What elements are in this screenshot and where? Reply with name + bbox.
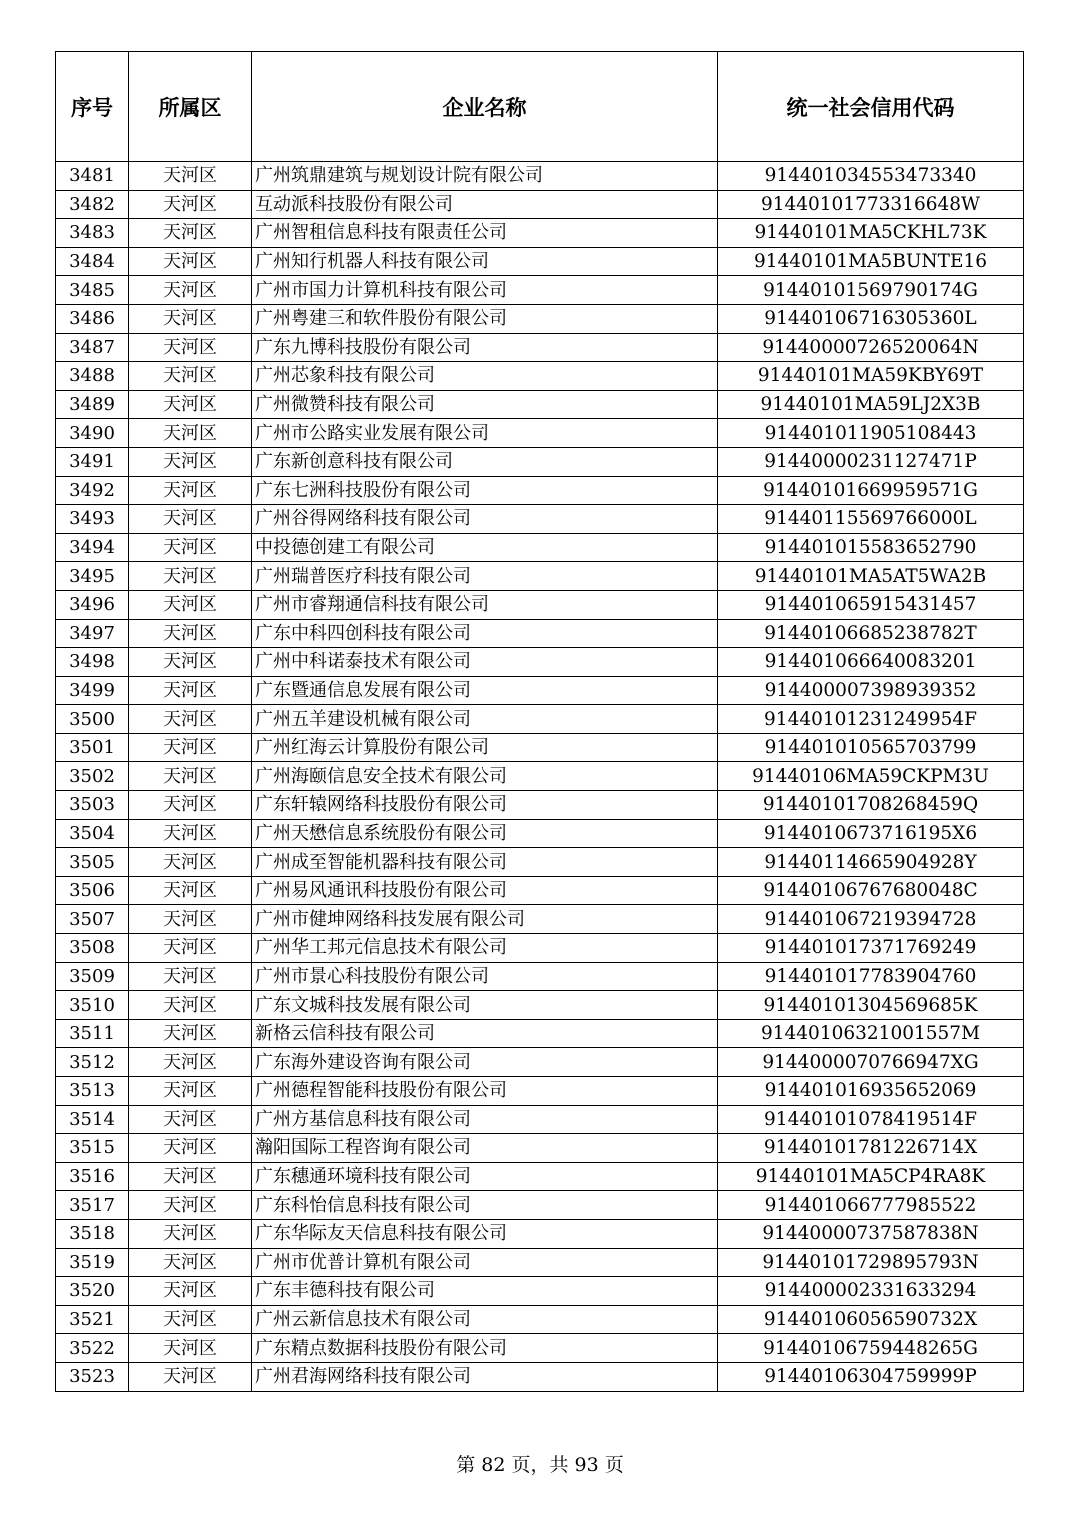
cell-credit-code: 91440115569766000L [718,505,1024,534]
table-row [56,905,1024,934]
table-row [56,676,1024,705]
table-row [56,1048,1024,1077]
cell-seq: 3484 [56,247,129,276]
cell-credit-code: 914401010565703799 [718,733,1024,762]
cell-seq: 3510 [56,991,129,1020]
cell-company-name: 互动派科技股份有限公司 [252,190,718,219]
cell-credit-code: 91440101669959571G [718,476,1024,505]
table-row [56,1105,1024,1134]
cell-district: 天河区 [129,934,252,963]
cell-district: 天河区 [129,619,252,648]
cell-credit-code: 914401067219394728 [718,905,1024,934]
cell-company-name: 广东九博科技股份有限公司 [252,333,718,362]
cell-seq: 3518 [56,1219,129,1248]
cell-district: 天河区 [129,590,252,619]
cell-credit-code: 914401034553473340 [718,162,1024,191]
cell-district: 天河区 [129,733,252,762]
company-list-table [55,51,1024,1392]
cell-credit-code: 91440000231127471P [718,447,1024,476]
cell-credit-code: 91440106056590732X [718,1305,1024,1334]
table-row [56,934,1024,963]
cell-district: 天河区 [129,705,252,734]
cell-company-name: 广东新创意科技有限公司 [252,447,718,476]
header-row [56,52,1024,162]
cell-credit-code: 914401065915431457 [718,590,1024,619]
cell-seq: 3489 [56,390,129,419]
cell-company-name: 广东中科四创科技有限公司 [252,619,718,648]
cell-district: 天河区 [129,1277,252,1306]
table-row [56,791,1024,820]
table-row [56,962,1024,991]
cell-seq: 3495 [56,562,129,591]
table-row [56,1077,1024,1106]
table-row [56,219,1024,248]
cell-district: 天河区 [129,962,252,991]
cell-credit-code: 91440101MA59KBY69T [718,362,1024,391]
cell-company-name: 广州海颐信息安全技术有限公司 [252,762,718,791]
cell-district: 天河区 [129,1162,252,1191]
cell-district: 天河区 [129,505,252,534]
cell-credit-code: 914400007398939352 [718,676,1024,705]
cell-seq: 3485 [56,276,129,305]
cell-seq: 3490 [56,419,129,448]
cell-seq: 3483 [56,219,129,248]
table-row [56,590,1024,619]
cell-district: 天河区 [129,276,252,305]
cell-seq: 3513 [56,1077,129,1106]
cell-credit-code: 914401011905108443 [718,419,1024,448]
cell-district: 天河区 [129,1019,252,1048]
cell-credit-code: 9144000070766947XG [718,1048,1024,1077]
table-row [56,1019,1024,1048]
table-row [56,1248,1024,1277]
cell-credit-code: 91440101231249954F [718,705,1024,734]
cell-company-name: 广东华际友天信息科技有限公司 [252,1219,718,1248]
cell-company-name: 广州谷得网络科技有限公司 [252,505,718,534]
header-district: 所属区 [129,52,252,162]
cell-seq: 3507 [56,905,129,934]
cell-seq: 3505 [56,848,129,877]
cell-company-name: 广州成至智能机器科技有限公司 [252,848,718,877]
cell-company-name: 广州华工邦元信息技术有限公司 [252,934,718,963]
table-row [56,419,1024,448]
cell-seq: 3499 [56,676,129,705]
table-row [56,762,1024,791]
cell-credit-code: 91440106685238782T [718,619,1024,648]
cell-seq: 3511 [56,1019,129,1048]
cell-district: 天河区 [129,991,252,1020]
cell-company-name: 广东文城科技发展有限公司 [252,991,718,1020]
table-row [56,447,1024,476]
cell-district: 天河区 [129,905,252,934]
cell-credit-code: 91440106759448265G [718,1334,1024,1363]
cell-district: 天河区 [129,676,252,705]
table-row [56,1362,1024,1391]
table-row [56,1134,1024,1163]
table-row [56,648,1024,677]
cell-district: 天河区 [129,1248,252,1277]
page-number: 第 82 页，共 93 页 [456,1454,624,1476]
cell-company-name: 广州知行机器人科技有限公司 [252,247,718,276]
cell-seq: 3493 [56,505,129,534]
table-row [56,876,1024,905]
cell-seq: 3482 [56,190,129,219]
cell-credit-code: 91440101304569685K [718,991,1024,1020]
cell-credit-code: 91440000726520064N [718,333,1024,362]
table-row [56,276,1024,305]
cell-seq: 3517 [56,1191,129,1220]
cell-seq: 3481 [56,162,129,191]
cell-company-name: 广州芯象科技有限公司 [252,362,718,391]
cell-company-name: 广东精点数据科技股份有限公司 [252,1334,718,1363]
cell-seq: 3522 [56,1334,129,1363]
cell-credit-code: 91440114665904928Y [718,848,1024,877]
table-row [56,190,1024,219]
cell-district: 天河区 [129,390,252,419]
cell-district: 天河区 [129,1134,252,1163]
table-row [56,1219,1024,1248]
cell-district: 天河区 [129,1105,252,1134]
company-list-table-wrap [55,51,1023,1392]
table-row [56,991,1024,1020]
cell-district: 天河区 [129,419,252,448]
table-row [56,1305,1024,1334]
cell-company-name: 新格云信科技有限公司 [252,1019,718,1048]
table-row [56,1162,1024,1191]
header-company: 企业名称 [252,52,718,162]
cell-district: 天河区 [129,648,252,677]
cell-district: 天河区 [129,791,252,820]
table-body [56,162,1024,1392]
cell-credit-code: 91440106767680048C [718,876,1024,905]
cell-company-name: 广州市景心科技股份有限公司 [252,962,718,991]
table-row [56,1191,1024,1220]
cell-credit-code: 914401015583652790 [718,533,1024,562]
cell-credit-code: 91440106716305360L [718,304,1024,333]
cell-seq: 3502 [56,762,129,791]
cell-district: 天河区 [129,533,252,562]
cell-company-name: 广东穗通环境科技有限公司 [252,1162,718,1191]
cell-credit-code: 91440101MA5CP4RA8K [718,1162,1024,1191]
cell-seq: 3512 [56,1048,129,1077]
table-row [56,162,1024,191]
cell-district: 天河区 [129,247,252,276]
cell-seq: 3488 [56,362,129,391]
cell-seq: 3516 [56,1162,129,1191]
cell-company-name: 广东科怡信息科技有限公司 [252,1191,718,1220]
cell-credit-code: 91440101773316648W [718,190,1024,219]
cell-district: 天河区 [129,1362,252,1391]
table-row [56,476,1024,505]
cell-credit-code: 914401017371769249 [718,934,1024,963]
cell-company-name: 广州市公路实业发展有限公司 [252,419,718,448]
cell-district: 天河区 [129,362,252,391]
table-row [56,819,1024,848]
table-row [56,505,1024,534]
cell-credit-code: 91440000737587838N [718,1219,1024,1248]
table-row [56,619,1024,648]
cell-credit-code: 914401017783904760 [718,962,1024,991]
cell-district: 天河区 [129,304,252,333]
cell-district: 天河区 [129,762,252,791]
cell-district: 天河区 [129,876,252,905]
cell-company-name: 广州云新信息技术有限公司 [252,1305,718,1334]
cell-credit-code: 91440106MA59CKPM3U [718,762,1024,791]
cell-seq: 3520 [56,1277,129,1306]
table-row [56,362,1024,391]
cell-company-name: 广东丰德科技有限公司 [252,1277,718,1306]
table-row [56,533,1024,562]
cell-seq: 3521 [56,1305,129,1334]
cell-seq: 3523 [56,1362,129,1391]
cell-company-name: 广州红海云计算股份有限公司 [252,733,718,762]
cell-district: 天河区 [129,848,252,877]
cell-credit-code: 914400002331633294 [718,1277,1024,1306]
cell-company-name: 广州瑞普医疗科技有限公司 [252,562,718,591]
table-row [56,304,1024,333]
cell-company-name: 瀚阳国际工程咨询有限公司 [252,1134,718,1163]
table-row [56,848,1024,877]
cell-district: 天河区 [129,219,252,248]
cell-credit-code: 91440101MA59LJ2X3B [718,390,1024,419]
cell-company-name: 广东暨通信息发展有限公司 [252,676,718,705]
cell-credit-code: 91440106304759999P [718,1362,1024,1391]
cell-district: 天河区 [129,190,252,219]
cell-district: 天河区 [129,447,252,476]
cell-district: 天河区 [129,562,252,591]
cell-district: 天河区 [129,162,252,191]
cell-seq: 3500 [56,705,129,734]
table-row [56,1277,1024,1306]
cell-company-name: 广东轩辕网络科技股份有限公司 [252,791,718,820]
cell-company-name: 广州筑鼎建筑与规划设计院有限公司 [252,162,718,191]
cell-company-name: 广州市健坤网络科技发展有限公司 [252,905,718,934]
header-seq: 序号 [56,52,129,162]
cell-company-name: 广州易风通讯科技股份有限公司 [252,876,718,905]
table-row [56,562,1024,591]
cell-district: 天河区 [129,1305,252,1334]
cell-seq: 3519 [56,1248,129,1277]
cell-company-name: 广州粤建三和软件股份有限公司 [252,304,718,333]
cell-seq: 3503 [56,791,129,820]
cell-seq: 3498 [56,648,129,677]
cell-company-name: 广州天懋信息系统股份有限公司 [252,819,718,848]
cell-company-name: 广州中科诺泰技术有限公司 [252,648,718,677]
table-row [56,247,1024,276]
cell-company-name: 广州市优普计算机有限公司 [252,1248,718,1277]
cell-seq: 3501 [56,733,129,762]
cell-company-name: 广州君海网络科技有限公司 [252,1362,718,1391]
cell-district: 天河区 [129,476,252,505]
cell-seq: 3492 [56,476,129,505]
table-header [56,52,1024,162]
cell-company-name: 广州市国力计算机科技有限公司 [252,276,718,305]
cell-seq: 3506 [56,876,129,905]
cell-company-name: 广东海外建设咨询有限公司 [252,1048,718,1077]
cell-seq: 3496 [56,590,129,619]
cell-seq: 3486 [56,304,129,333]
cell-seq: 3487 [56,333,129,362]
cell-company-name: 广州方基信息科技有限公司 [252,1105,718,1134]
cell-district: 天河区 [129,1077,252,1106]
cell-company-name: 广州五羊建设机械有限公司 [252,705,718,734]
cell-seq: 3494 [56,533,129,562]
cell-company-name: 广东七洲科技股份有限公司 [252,476,718,505]
cell-credit-code: 91440101078419514F [718,1105,1024,1134]
cell-credit-code: 91440101MA5AT5WA2B [718,562,1024,591]
cell-company-name: 广州德程智能科技股份有限公司 [252,1077,718,1106]
cell-district: 天河区 [129,1191,252,1220]
cell-seq: 3515 [56,1134,129,1163]
cell-seq: 3508 [56,934,129,963]
cell-credit-code: 914401016935652069 [718,1077,1024,1106]
table-row [56,705,1024,734]
table-row [56,1334,1024,1363]
cell-credit-code: 91440101708268459Q [718,791,1024,820]
cell-seq: 3509 [56,962,129,991]
cell-district: 天河区 [129,1334,252,1363]
cell-credit-code: 91440101781226714X [718,1134,1024,1163]
cell-company-name: 广州微赞科技有限公司 [252,390,718,419]
cell-company-name: 广州市睿翔通信科技有限公司 [252,590,718,619]
cell-district: 天河区 [129,333,252,362]
table-row [56,733,1024,762]
table-row [56,390,1024,419]
cell-credit-code: 9144010673716195X6 [718,819,1024,848]
cell-credit-code: 91440101MA5CKHL73K [718,219,1024,248]
cell-seq: 3491 [56,447,129,476]
cell-credit-code: 914401066640083201 [718,648,1024,677]
cell-credit-code: 91440101729895793N [718,1248,1024,1277]
cell-credit-code: 91440106321001557M [718,1019,1024,1048]
cell-district: 天河区 [129,1048,252,1077]
header-code: 统一社会信用代码 [718,52,1024,162]
cell-credit-code: 91440101569790174G [718,276,1024,305]
cell-seq: 3504 [56,819,129,848]
cell-credit-code: 91440101MA5BUNTE16 [718,247,1024,276]
table-row [56,333,1024,362]
cell-district: 天河区 [129,1219,252,1248]
cell-seq: 3514 [56,1105,129,1134]
cell-district: 天河区 [129,819,252,848]
cell-company-name: 广州智租信息科技有限责任公司 [252,219,718,248]
cell-seq: 3497 [56,619,129,648]
cell-credit-code: 914401066777985522 [718,1191,1024,1220]
cell-company-name: 中投德创建工有限公司 [252,533,718,562]
